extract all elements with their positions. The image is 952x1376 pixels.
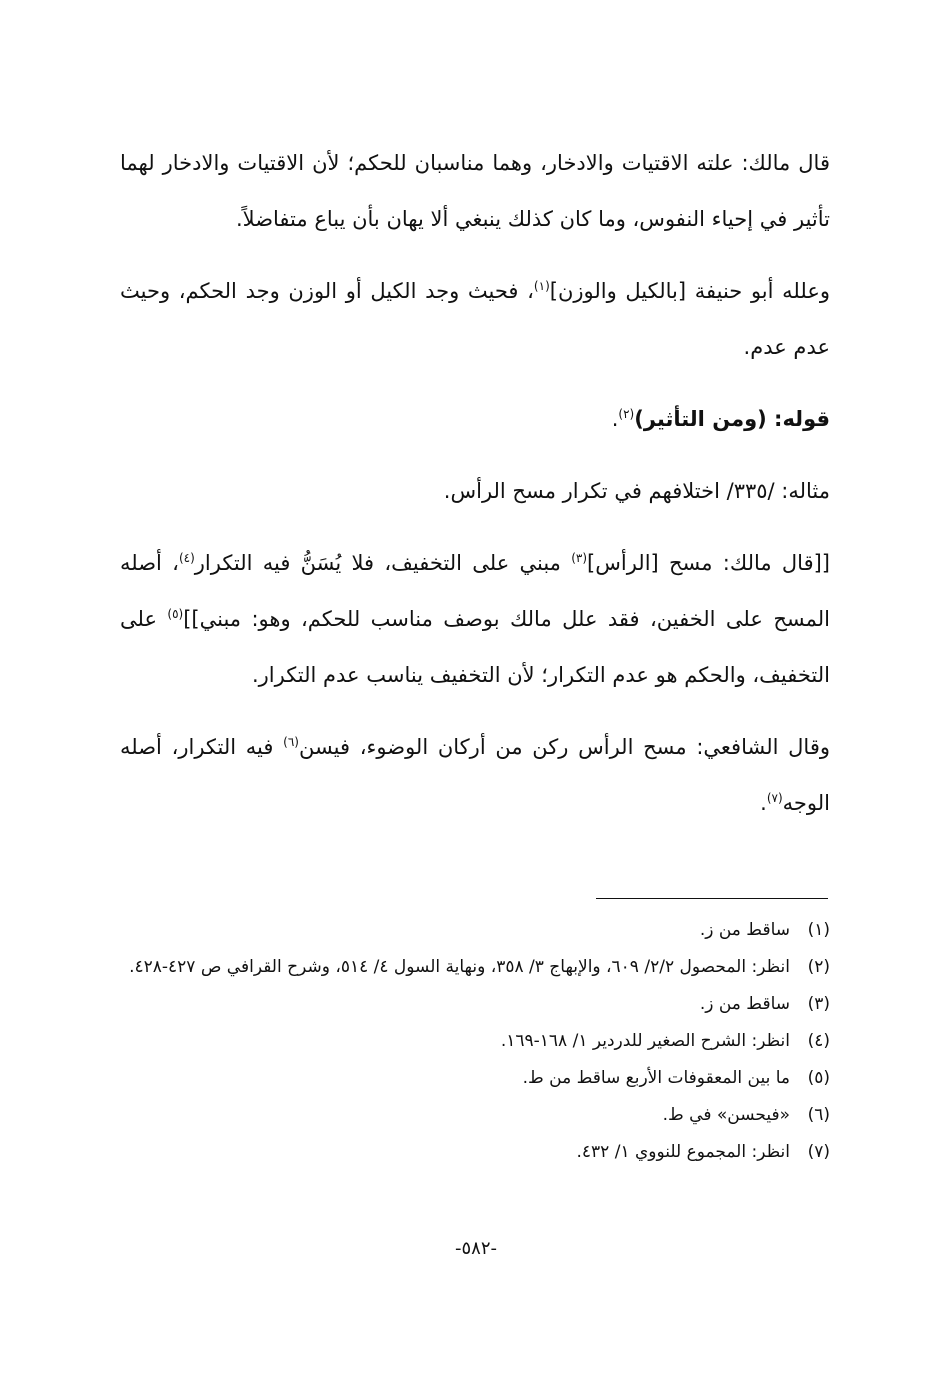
- footnote-number: (١): [807, 920, 830, 940]
- footnote-text: ساقط من ز.: [699, 920, 790, 940]
- footnote-number: (٤): [807, 1031, 830, 1051]
- footnote-1: [120, 912, 830, 949]
- paragraph-6-text-b: فيه التكرار، أصله الوجه: [120, 735, 830, 815]
- paragraph-2-text-a: وعلله أبو حنيفة [بالكيل والوزن]: [549, 279, 830, 303]
- footnote-divider: [596, 898, 828, 899]
- paragraph-2-text-b: ، فحيث وجد الكيل أو الوزن وجد الحكم، وحيث عدم عدم.: [120, 279, 830, 359]
- paragraph-4-text: مثاله: /٣٣٥/ اختلافهم في تكرار مسح الرأس.: [443, 479, 830, 503]
- paragraph-5-text-b: مبني على التخفيف، فلا يُسَنُّ فيه التكرار: [194, 551, 572, 575]
- footnote-ref-4[interactable]: (٤): [178, 551, 195, 565]
- footnote-ref-6[interactable]: (٦): [283, 735, 299, 749]
- footnote-3: [120, 986, 830, 1023]
- footnote-4: [120, 1023, 830, 1060]
- paragraph-1: [120, 135, 830, 247]
- footnote-ref-5[interactable]: (٥): [167, 607, 184, 621]
- paragraph-6-text-a: وقال الشافعي: مسح الرأس ركن من أركان الوضوء، فيسن: [298, 735, 830, 759]
- paragraph-3: [120, 391, 830, 447]
- paragraph-5-text-c: ، أصله المسح على الخفين، فقد علل مالك بوصف مناسب للحكم، وهو: مبني]]: [120, 551, 830, 631]
- page-number: -٥٨٢-: [454, 1238, 497, 1259]
- paragraph-5: [120, 535, 830, 703]
- footnote-ref-1[interactable]: (١): [533, 279, 550, 293]
- quote-heading: قوله: (ومن التأثير): [634, 407, 830, 431]
- footnote-6: [120, 1097, 830, 1134]
- paragraph-6-text-c: .: [760, 791, 767, 815]
- footnote-text: انظر: المحصول ٢/٢/ ٦٠٩، والإبهاج ٣/ ٣٥٨، ونهاية السول ٤/ ٥١٤، وشرح القرافي ص ٤٢٧-٤٢٨.: [129, 957, 790, 977]
- paragraph-6: [120, 719, 830, 831]
- paragraph-1-text: قال مالك: علته الاقتيات والادخار، وهما مناسبان للحكم؛ لأن الاقتيات والادخار لهما تأثير في إحياء النفوس، وما كان كذلك ينبغي ألا يهان بأن يباع متفاضلاً.: [120, 151, 830, 231]
- footnote-text: «فيحسن» في ط.: [662, 1105, 790, 1125]
- footnote-number: (٢): [807, 957, 830, 977]
- footnote-7: [120, 1134, 830, 1171]
- footnote-number: (٦): [807, 1105, 830, 1125]
- paragraph-4: [120, 463, 830, 519]
- footnote-text: انظر: المجموع للنووي ١/ ٤٣٢.: [576, 1142, 790, 1162]
- footnote-5: [120, 1060, 830, 1097]
- footnote-text: ما بين المعقوفات الأربع ساقط من ط.: [522, 1068, 790, 1088]
- paragraph-3-text-b: .: [611, 407, 619, 431]
- paragraph-5-text-d: على التخفيف، والحكم هو عدم التكرار؛ لأن التخفيف يناسب عدم التكرار.: [120, 607, 830, 687]
- paragraph-2: [120, 263, 830, 375]
- main-text: [120, 135, 830, 847]
- paragraph-5-text-a: [[قال مالك: مسح [الرأس]: [587, 551, 830, 575]
- footnote-number: (٥): [807, 1068, 830, 1088]
- footnote-text: انظر: الشرح الصغير للدردير ١/ ١٦٨-١٦٩.: [500, 1031, 790, 1051]
- footnote-ref-3[interactable]: (٣): [571, 551, 588, 565]
- footnote-ref-7[interactable]: (٧): [766, 791, 783, 805]
- footnote-2: [120, 949, 830, 986]
- footnote-ref-2[interactable]: (٢): [618, 407, 635, 421]
- footnote-text: ساقط من ز.: [699, 994, 790, 1014]
- footnotes: [120, 912, 830, 1171]
- footnote-number: (٣): [807, 994, 830, 1014]
- footnote-number: (٧): [807, 1142, 830, 1162]
